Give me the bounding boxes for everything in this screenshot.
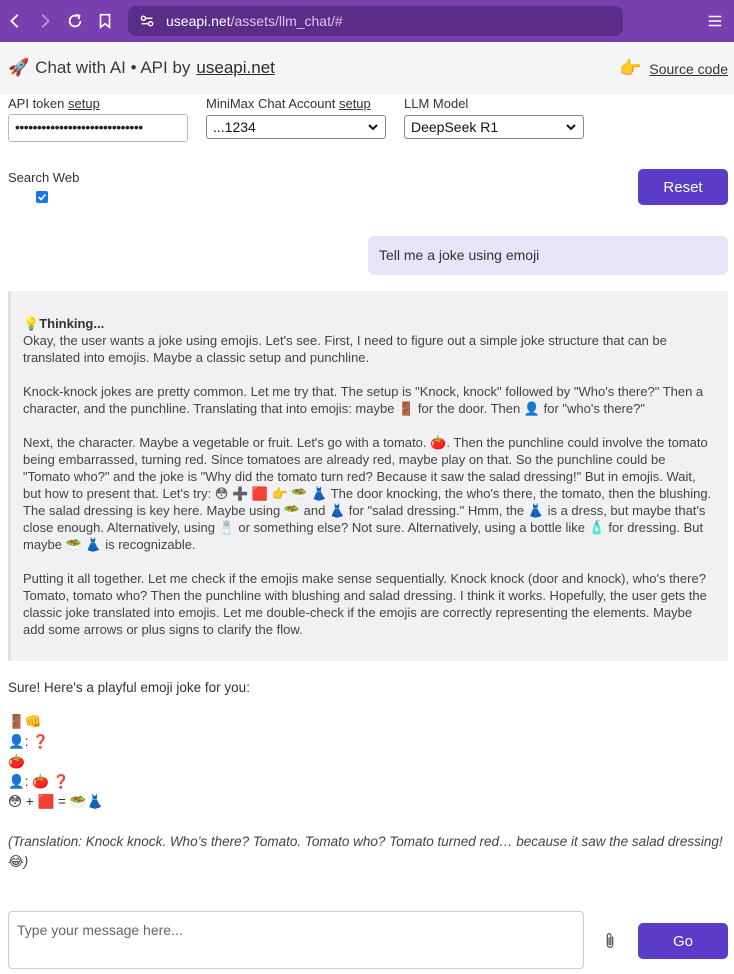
assistant-reply xyxy=(8,678,728,872)
api-token-label: API token setup xyxy=(8,96,100,111)
account-select-value: ...1234 xyxy=(213,119,256,135)
source-code xyxy=(619,58,728,79)
back-button[interactable] xyxy=(0,0,30,42)
attach-button[interactable] xyxy=(601,931,619,951)
paperclip-icon xyxy=(601,931,619,951)
url-domain: useapi.net xyxy=(166,13,231,29)
model-select-value: DeepSeek R1 xyxy=(411,119,499,135)
forward-arrow-icon xyxy=(36,12,54,30)
account-label-row xyxy=(206,96,371,111)
rocket-icon: 🚀 xyxy=(8,58,30,77)
account-select[interactable] xyxy=(206,115,386,139)
chevron-down-icon xyxy=(565,121,577,133)
reply-translation: (Translation: Knock knock. Who’s there? Tomato. Tomato who? Tomato turned red… because it saw the salad dressing! 😂) xyxy=(8,834,723,869)
chevron-down-icon xyxy=(367,121,379,133)
back-arrow-icon xyxy=(6,12,24,30)
bookmark-button[interactable] xyxy=(90,0,120,42)
check-icon xyxy=(37,192,47,202)
bookmark-icon xyxy=(96,12,114,30)
account-setup-link[interactable]: setup xyxy=(338,96,371,111)
reload-button[interactable] xyxy=(60,0,90,42)
pointing-hand-icon: 👉 xyxy=(618,58,642,78)
model-select[interactable] xyxy=(404,115,584,139)
thinking-paragraph: Knock-knock jokes are pretty common. Let me try that. The setup is "Knock, knock" followed by "Who's there?" Then a character, and the punchline. Translating that into emojis: maybe 🚪 for the door. Then 👤 for "who's there?" xyxy=(23,384,704,416)
site-settings-icon[interactable] xyxy=(138,12,156,30)
browser-toolbar xyxy=(0,0,734,42)
thinking-paragraph: Next, the character. Maybe a vegetable or fruit. Let's go with a tomato. 🍅. Then the punchline could involve the tomato being embarrassed, turning red. Since tomatoes are already red, maybe play on that. So the punchline could be "Tomato who?" and the joke is "Why did the tomato turn red? Because it saw the salad dressing!" But in emojis. Wait, but how to present that. Let's try: 😳 ➕ 🟥 👉 🥗 👗 The door knocking, the who's there, the tomato, then the blushing. The salad dressing is key here. Maybe using 🥗 and 👗 for "salad dressing." Hmm, the 👗 is a dress, but maybe that's close enough. Alternatively, using 🧂 or something else? Not sure. Alternatively, using a bottle like 🧴 for dressing. But maybe 🥗 👗 is recognizable. xyxy=(23,435,712,552)
thinking-paragraph: Okay, the user wants a joke using emojis. Let's see. First, I need to figure out a simple joke structure that can be translated into emojis. Maybe a classic setup and punchline. xyxy=(23,333,667,365)
reply-line: 🍅 xyxy=(8,754,25,769)
api-token-input[interactable]: ••••••••••••••••••••••••••••• xyxy=(8,114,188,142)
useapi-link[interactable]: useapi.net xyxy=(196,58,275,77)
model-label: LLM Model xyxy=(404,96,469,111)
go-button[interactable]: Go xyxy=(638,923,728,959)
hamburger-icon xyxy=(706,12,724,30)
source-code-link[interactable]: Source code xyxy=(649,60,728,77)
search-web-label: Search Web xyxy=(8,170,80,185)
reply-line: 👤: ❓ xyxy=(8,734,50,749)
thinking-title: Thinking... xyxy=(39,316,105,331)
api-token-label-row xyxy=(8,96,100,111)
message-input[interactable]: Type your message here... xyxy=(8,911,584,969)
reset-button[interactable]: Reset xyxy=(638,169,728,205)
browser-menu-button[interactable] xyxy=(700,0,730,42)
account-label: MiniMax Chat Account setup xyxy=(206,96,371,111)
lightbulb-icon: 💡 xyxy=(23,316,40,331)
page-title xyxy=(8,58,275,78)
thinking-paragraph: Putting it all together. Let me check if the emojis make sense sequentially. Knock knock (door and knock), who's there? Tomato, tomato who? Then the punchline with blushing and salad dressing. I think it works. Hopefully, the user gets the classic joke translated into emojis. Let me double-check if the emojis are correctly representing the elements. Maybe add some arrows or plus signs to clarify the flow. xyxy=(23,571,707,637)
app-header xyxy=(0,42,734,94)
search-web-checkbox[interactable] xyxy=(36,191,48,203)
reply-line: 🚪👊 xyxy=(8,714,42,729)
url-path: /assets/llm_chat/# xyxy=(230,13,343,29)
model-label-row xyxy=(404,96,468,111)
thinking-block xyxy=(8,291,728,661)
address-bar[interactable] xyxy=(128,6,623,36)
reply-intro: Sure! Here's a playful emoji joke for you: xyxy=(8,680,250,695)
reload-icon xyxy=(66,12,84,30)
forward-button[interactable] xyxy=(30,0,60,42)
reply-line: 😳 + 🟥 = 🥗👗 xyxy=(8,794,104,809)
reply-line: 👤: 🍅 ❓ xyxy=(8,774,70,789)
user-message: Tell me a joke using emoji xyxy=(368,236,728,275)
thinking-header xyxy=(23,315,716,332)
title-text: Chat with AI • API by xyxy=(35,58,191,77)
api-token-setup-link[interactable]: setup xyxy=(68,96,100,111)
